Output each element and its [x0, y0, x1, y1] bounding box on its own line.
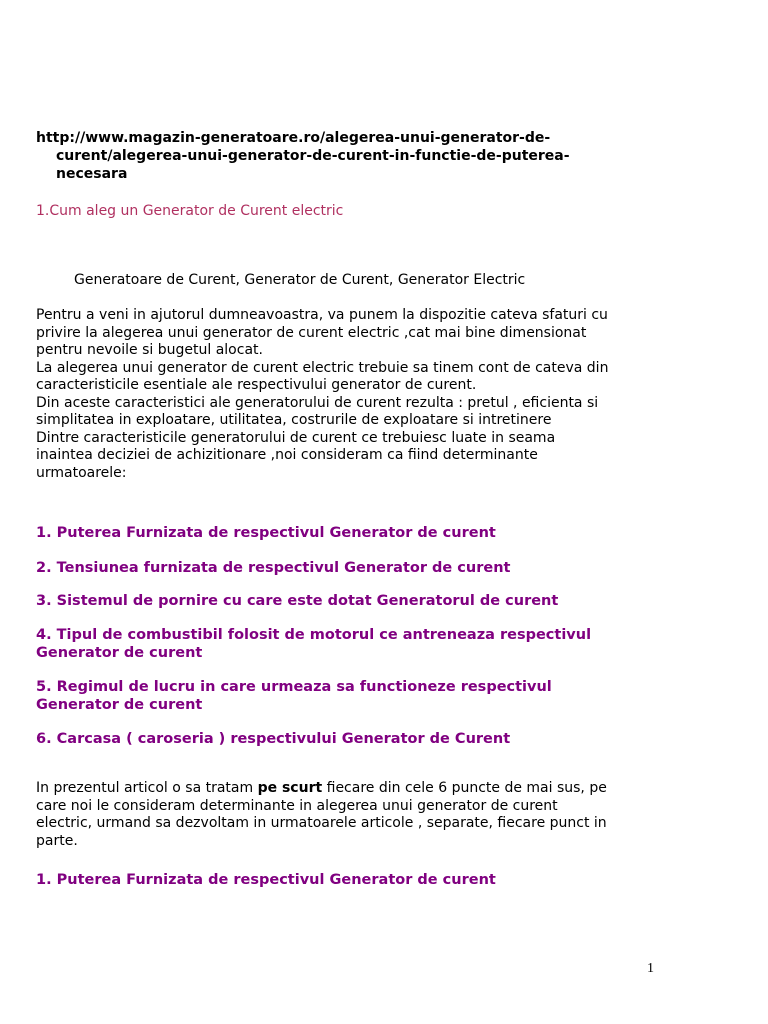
list-item-text: 6. Carcasa ( caroseria ) respectivului Generator de Curent — [36, 731, 511, 747]
paragraph-text: fiecare din cele 6 puncte de mai sus, pe — [322, 780, 607, 796]
subheading — [36, 871, 676, 889]
list-item-5 — [36, 678, 676, 714]
subheading-text: 1. Puterea Furnizata de respectivul Generator de curent — [36, 872, 496, 888]
list-item-1 — [36, 524, 676, 542]
intro-line: inaintea deciziei de achizitionare ,noi consideram ca fiind determinante — [36, 447, 538, 463]
intro-line: Dintre caracteristicile generatorului de curent ce trebuiesc luate in seama — [36, 429, 556, 446]
list-item-text-cont: Generator de curent — [36, 697, 203, 713]
list-item-text-cont: Generator de curent — [36, 645, 203, 661]
source-url-line-2[interactable]: curent/alegerea-unui-generator-de-curent-in-functie-de-puterea- — [56, 148, 570, 164]
page-heading: Generatoare de Curent, Generator de Curent, Generator Electric — [74, 272, 526, 288]
intro-paragraph — [36, 307, 676, 482]
paragraph-line — [36, 780, 676, 798]
intro-line: pentru nevoile si bugetul alocat. — [36, 342, 263, 358]
list-item-3 — [36, 592, 676, 610]
source-url[interactable] — [36, 129, 636, 183]
list-item-text: 1. Puterea Furnizata de respectivul Generator de curent — [36, 525, 496, 541]
article-paragraph — [36, 780, 676, 850]
intro-line: La alegerea unui generator de curent electric trebuie sa tinem cont de cateva din — [36, 359, 609, 376]
page-number: 1 — [647, 961, 654, 976]
list-item-4 — [36, 626, 676, 662]
paragraph-text: In prezentul articol o sa tratam — [36, 780, 258, 796]
list-item-text: 3. Sistemul de pornire cu care este dotat Generatorul de curent — [36, 593, 559, 609]
paragraph-emphasis: pe scurt — [257, 780, 323, 796]
list-item-6 — [36, 730, 676, 748]
list-item-text: 4. Tipul de combustibil folosit de motorul ce antreneaza respectivul — [36, 627, 592, 643]
paragraph-line: care noi le consideram determinante in alegerea unui generator de curent — [36, 797, 558, 814]
intro-line: urmatoarele: — [36, 464, 127, 481]
intro-line: Din aceste caracteristici ale generatorului de curent rezulta : pretul , eficienta si — [36, 394, 599, 411]
list-item-text: 5. Regimul de lucru in care urmeaza sa functioneze respectivul — [36, 679, 552, 695]
source-url-line-3[interactable]: necesara — [56, 166, 128, 182]
list-item-text: 2. Tensiunea furnizata de respectivul Generator de curent — [36, 560, 511, 576]
intro-line: Pentru a veni in ajutorul dumneavoastra, va punem la dispozitie cateva sfaturi cu — [36, 307, 608, 323]
paragraph-line: parte. — [36, 832, 78, 849]
paragraph-line: electric, urmand sa dezvoltam in urmatoarele articole , separate, fiecare punct in — [36, 815, 607, 831]
intro-line: caracteristicile esentiale ale respectivului generator de curent. — [36, 377, 477, 393]
intro-line: simplitatea in exploatare, utilitatea, costrurile de exploatare si intretinere — [36, 412, 552, 428]
source-url-line-1[interactable]: http://www.magazin-generatoare.ro/alegerea-unui-generator-de- — [36, 130, 551, 146]
section-title: 1.Cum aleg un Generator de Curent electric — [36, 203, 344, 219]
list-item-2 — [36, 559, 676, 577]
intro-line: privire la alegerea unui generator de curent electric ,cat mai bine dimensionat — [36, 324, 587, 341]
